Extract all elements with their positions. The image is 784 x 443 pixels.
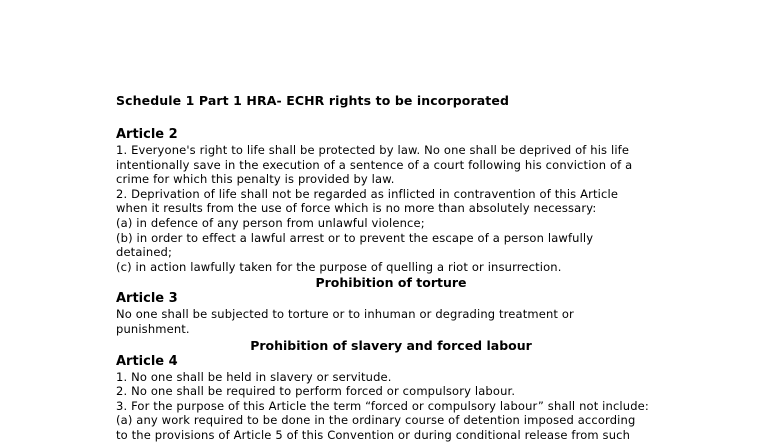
text-line: when it results from the use of force which is no more than absolutely necessary: <box>116 201 597 216</box>
text-line: 2. No one shall be required to perform forced or compulsory labour. <box>116 384 516 399</box>
section-heading-torture: Prohibition of torture <box>315 275 467 291</box>
article-4 <box>116 354 676 443</box>
article-4-heading: Article 4 <box>116 353 178 369</box>
text-line: 1. Everyone's right to life shall be protected by law. No one shall be deprived of his life <box>116 143 630 157</box>
article-2 <box>116 127 676 274</box>
article-4-text <box>116 370 676 443</box>
article-3-text <box>116 307 676 336</box>
article-3-heading: Article 3 <box>116 291 178 307</box>
document-title: Schedule 1 Part 1 HRA- ECHR rights to be incorporated <box>116 93 509 108</box>
article-2-text <box>116 143 676 274</box>
text-line: 2. Deprivation of life shall not be regarded as inflicted in contravention of this Article <box>116 186 619 201</box>
text-line: (a) in defence of any person from unlawful violence; <box>116 215 425 230</box>
text-line: (c) in action lawfully taken for the purpose of quelling a riot or insurrection. <box>116 259 562 274</box>
text-line: 1. No one shall be held in slavery or servitude. <box>116 369 392 384</box>
article-2-heading: Article 2 <box>116 127 178 142</box>
text-line: (a) any work required to be done in the ordinary course of detention imposed according <box>116 413 636 428</box>
text-line: detained; <box>116 245 173 260</box>
section-heading-slavery: Prohibition of slavery and forced labour <box>250 337 532 353</box>
text-line: punishment. <box>116 321 190 336</box>
text-line: intentionally save in the execution of a sentence of a court following his conviction of a <box>116 157 633 172</box>
text-line: to the provisions of Article 5 of this Convention or during conditional release from such <box>116 427 631 442</box>
text-line: crime for which this penalty is provided by law. <box>116 172 395 187</box>
text-line: (b) in order to effect a lawful arrest or to prevent the escape of a person lawfully <box>116 230 594 245</box>
document-page <box>116 93 676 443</box>
article-3 <box>116 291 676 336</box>
text-line: 3. For the purpose of this Article the term “forced or compulsory labour” shall not include: <box>116 398 649 413</box>
text-line: No one shall be subjected to torture or to inhuman or degrading treatment or <box>116 307 574 322</box>
